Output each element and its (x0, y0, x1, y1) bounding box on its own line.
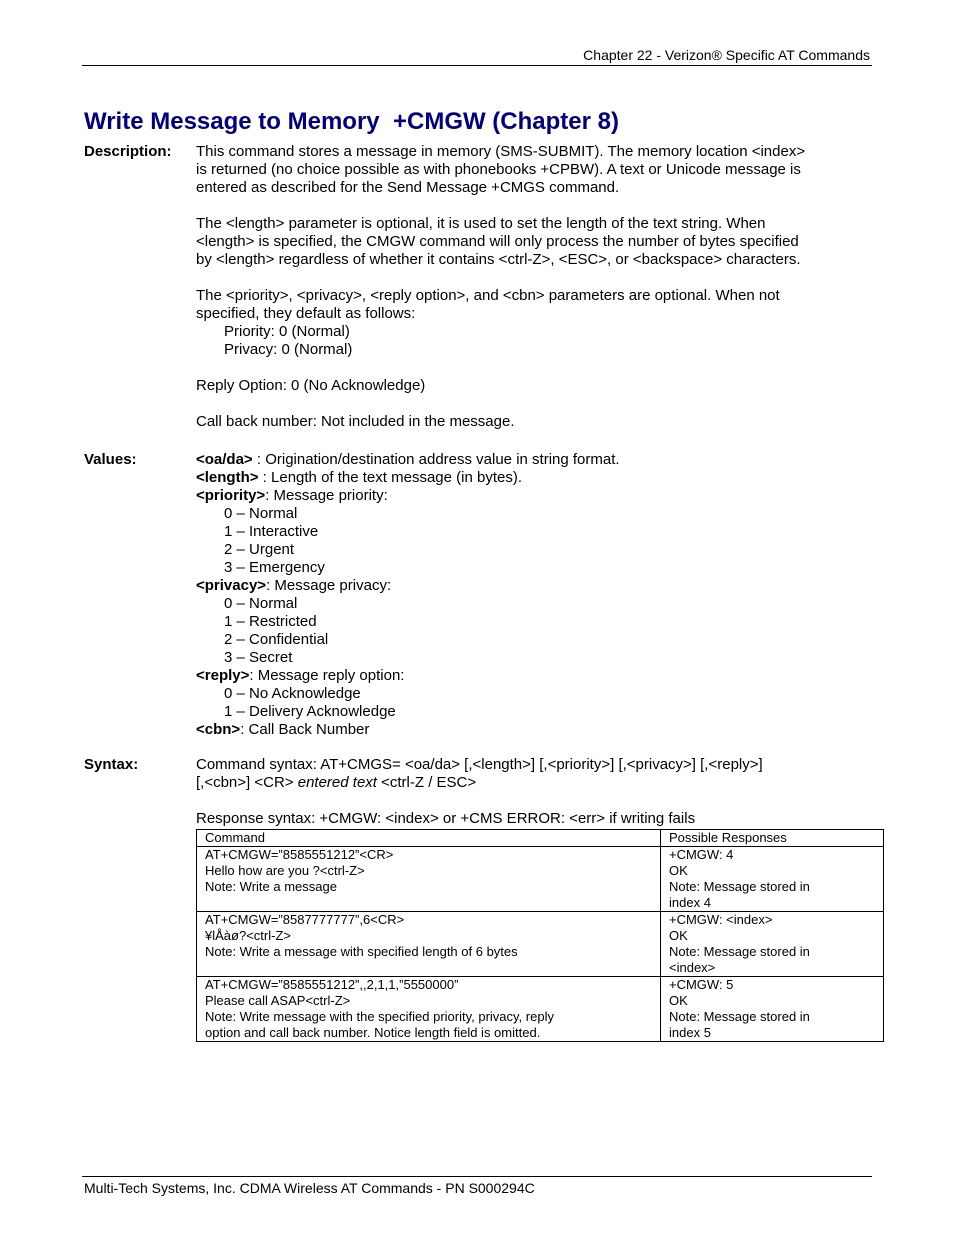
description-body (196, 143, 846, 431)
cell-line: index 5 (669, 1025, 711, 1040)
cell-line: Note: Write a message with specified length of 6 bytes (205, 944, 518, 959)
table-row (197, 977, 884, 1042)
table-row (197, 912, 884, 977)
response-cell (661, 912, 884, 977)
option-item: 3 – Emergency (224, 559, 325, 576)
table-header-responses: Possible Responses (661, 830, 884, 847)
option-item: 3 – Secret (224, 649, 293, 666)
running-footer: Multi-Tech Systems, Inc. CDMA Wireless AT Commands - PN S000294C (84, 1180, 535, 1196)
syntax-part: <ctrl-Z / ESC> (376, 774, 477, 791)
option-item: 2 – Urgent (224, 541, 295, 558)
command-cell (197, 977, 661, 1042)
value-privacy (196, 577, 846, 595)
cell-line: Note: Write a message (205, 879, 337, 894)
param-name: <length> (196, 469, 259, 486)
param-desc: : Message privacy: (266, 577, 392, 594)
param-name: <reply> (196, 667, 250, 684)
description-line: <length> is specified, the CMGW command will only process the number of bytes specified (196, 233, 799, 250)
cell-line: +CMGW: 5 (669, 977, 734, 992)
response-cell (661, 977, 884, 1042)
command-cell (197, 847, 661, 912)
option-item: 2 – Confidential (224, 631, 329, 648)
param-name: <privacy> (196, 577, 267, 594)
table-header-command: Command (197, 830, 661, 847)
cell-line: Please call ASAP<ctrl-Z> (205, 993, 351, 1008)
option-item: 1 – Interactive (224, 523, 319, 540)
param-desc: : Message reply option: (249, 667, 405, 684)
description-line: This command stores a message in memory (SMS-SUBMIT). The memory location <index> (196, 143, 806, 160)
param-desc: : Length of the text message (in bytes). (258, 469, 522, 486)
default-priority: Priority: 0 (Normal) (224, 323, 350, 340)
table-row (197, 847, 884, 912)
param-name: <cbn> (196, 721, 241, 738)
page-title: Write Message to Memory +CMGW (Chapter 8) (84, 108, 619, 135)
syntax-italic: entered text (297, 774, 377, 791)
description-line: entered as described for the Send Message +CMGS command. (196, 179, 620, 196)
description-line: by <length> regardless of whether it contains <ctrl-Z>, <ESC>, or <backspace> characters. (196, 251, 801, 268)
cell-line: AT+CMGW=”8585551212”<CR> (205, 847, 394, 862)
value-reply (196, 667, 846, 685)
value-length (196, 469, 846, 487)
cell-line: index 4 (669, 895, 711, 910)
table-header-row (197, 830, 884, 847)
command-syntax-line: Command syntax: AT+CMGS= <oa/da> [,<length>] [,<priority>] [,<privacy>] [,<reply>] (196, 756, 763, 773)
footer-divider (82, 1176, 872, 1177)
option-item: 0 – Normal (224, 505, 298, 522)
description-line: The <length> parameter is optional, it is used to set the length of the text string. When (196, 215, 766, 232)
syntax-label: Syntax: (84, 756, 139, 773)
param-name: <oa/da> (196, 451, 253, 468)
default-reply-option: Reply Option: 0 (No Acknowledge) (196, 377, 426, 394)
option-item: 0 – Normal (224, 595, 298, 612)
param-desc: : Call Back Number (240, 721, 370, 738)
cell-line: Note: Message stored in (669, 1009, 810, 1024)
cell-line: OK (669, 993, 688, 1008)
param-name: <priority> (196, 487, 266, 504)
option-item: 0 – No Acknowledge (224, 685, 361, 702)
values-label: Values: (84, 451, 137, 468)
cell-line: Note: Message stored in (669, 944, 810, 959)
cell-line: +CMGW: <index> (669, 912, 773, 927)
syntax-part: [,<cbn>] <CR> (196, 774, 298, 791)
command-response-table (196, 829, 884, 1042)
cell-line: OK (669, 928, 688, 943)
cell-line: Hello how are you ?<ctrl-Z> (205, 863, 365, 878)
description-line: is returned (no choice possible as with phonebooks +CPBW). A text or Unicode message is (196, 161, 801, 178)
option-item: 1 – Delivery Acknowledge (224, 703, 396, 720)
value-cbn (196, 721, 846, 739)
value-priority (196, 487, 846, 505)
default-privacy: Privacy: 0 (Normal) (224, 341, 353, 358)
syntax-body (196, 756, 846, 828)
description-line: The <priority>, <privacy>, <reply option>, and <cbn> parameters are optional. When not (196, 287, 780, 304)
description-line: specified, they default as follows: (196, 305, 416, 322)
param-desc: : Origination/destination address value in string format. (252, 451, 620, 468)
command-cell (197, 912, 661, 977)
value-oa-da (196, 451, 846, 469)
param-desc: : Message priority: (265, 487, 388, 504)
cell-line: <index> (669, 960, 716, 975)
cell-line: +CMGW: 4 (669, 847, 734, 862)
cell-line: AT+CMGW=”8585551212”,,2,1,1,”5550000” (205, 977, 459, 992)
cell-line: OK (669, 863, 688, 878)
response-cell (661, 847, 884, 912)
values-body (196, 451, 846, 739)
option-item: 1 – Restricted (224, 613, 317, 630)
running-header: Chapter 22 - Verizon® Specific AT Commands (583, 47, 870, 63)
cell-line: Note: Message stored in (669, 879, 810, 894)
cell-line: option and call back number. Notice length field is omitted. (205, 1025, 541, 1040)
description-label: Description: (84, 143, 172, 160)
cell-line: AT+CMGW=”8587777777”,6<CR> (205, 912, 405, 927)
cell-line: ¥lÅàø?<ctrl-Z> (205, 928, 291, 943)
header-divider (82, 65, 872, 66)
default-call-back: Call back number: Not included in the message. (196, 413, 515, 430)
command-syntax-line (196, 774, 846, 792)
cell-line: Note: Write message with the specified priority, privacy, reply (205, 1009, 554, 1024)
response-syntax-line: Response syntax: +CMGW: <index> or +CMS ERROR: <err> if writing fails (196, 810, 696, 827)
